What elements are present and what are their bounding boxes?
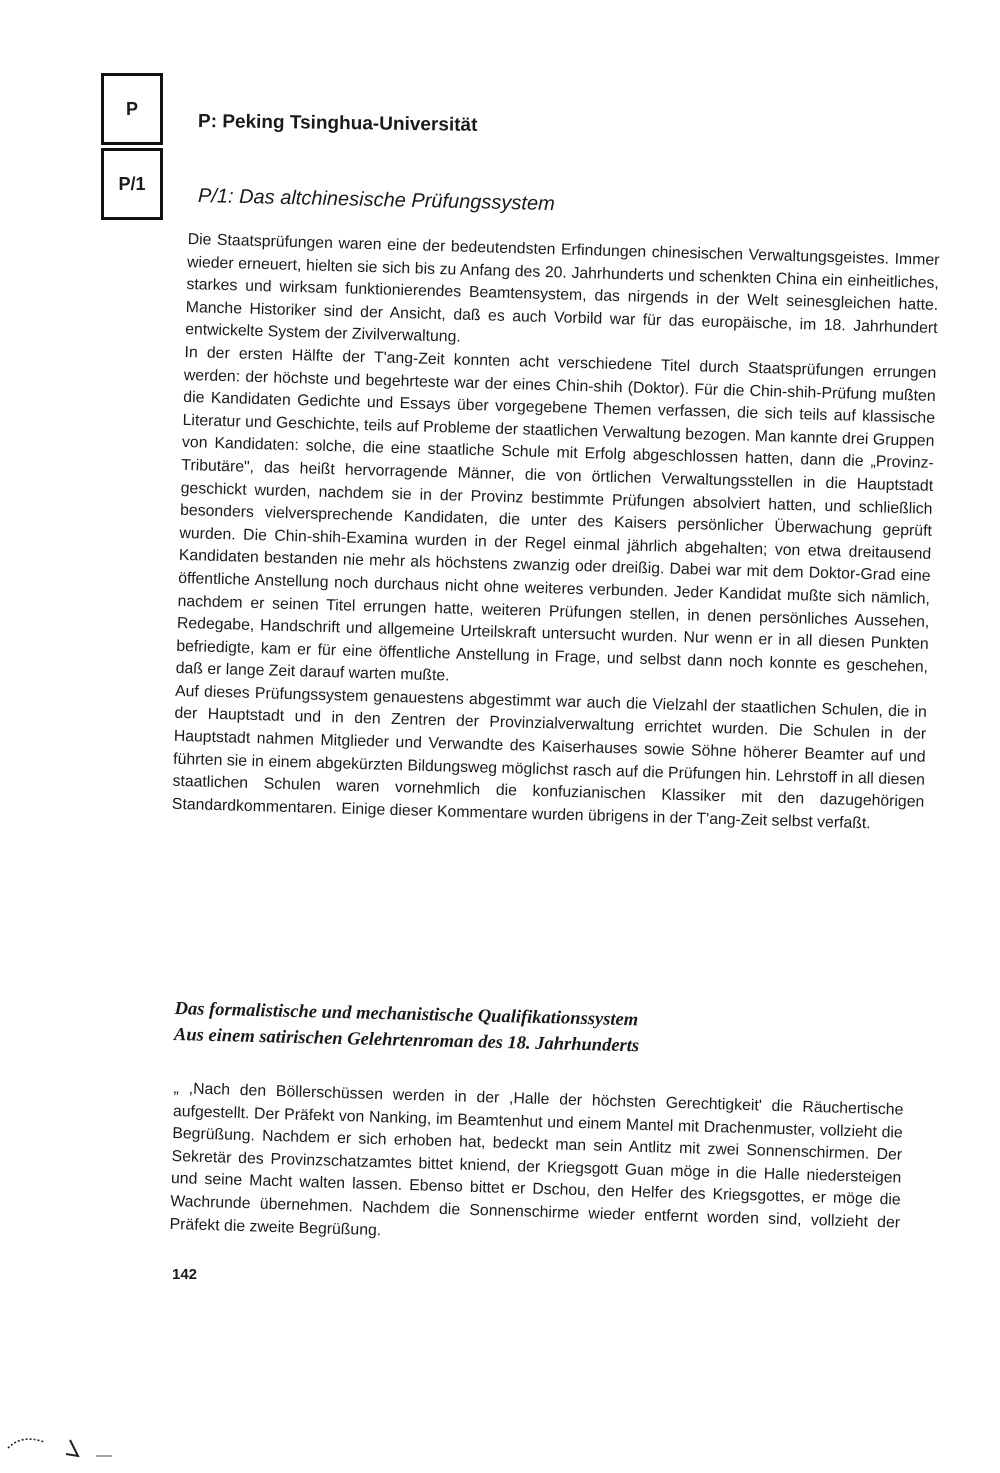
- quote-title: [174, 996, 895, 1066]
- paragraph-tang-exams: In der ersten Hälfte der T'ang-Zeit konnten acht verschiedene Titel durch Staatsprüfungen errungen werden: der höchste und begehrteste war der eines Chin-shih (Doktor). Für die Chin-shih-Prüfung mußten die Kandidaten Gedichte und Essays über vorgegebene Themen verfassen, die sich teils auf klassische Literatur und Geschichte, teils auf Probleme der staatlichen Verwaltung bezogen. Man kannte drei Gruppen von Kandidaten: solche, die eine staatliche Schule mit Erfolg abgeschlossen hatten, dann die „Provinz-Tributäre", das heißt hervorragende Männer, die von örtlichen Verwaltungsstellen in die Hauptstadt geschickt wurden, nachdem sie in der Provinz bestimmte Prüfungen absolviert hatten, und schließlich besonders vielversprechende Kandidaten, die unter des Kaisers persönlicher Überwachung geprüft wurden. Die Chin-shih-Examina wurden in der Regel einmal jährlich abgehalten; von etwa dreitausend Kandidaten bestanden nie mehr als höchstens zwanzig oder dreißig. Dabei war mit dem Doktor-Grad eine öffentliche Anstellung noch durchaus nicht ohne weiteres verbunden. Jeder Kandidat mußte sich nämlich, nachdem er seinen Titel errungen hatte, weiteren Prüfungen stellen, in denen persönliches Aussehen, Redegabe, Handschrift und allgemeine Urteilskraft untersucht wurden. Nur wenn er in all diesen Punkten befriedigte, kam er für eine öffentliche Anstellung in Frage, und selbst dann noch konnte es geschehen, daß er lange Zeit darauf warten mußte.: [175, 343, 937, 685]
- paragraph-intro: Die Staatsprüfungen waren eine der bedeutendsten Erfindungen chinesischen Verwaltungsgeistes. Immer wieder erneuert, hielten sie sich bis zu Anfang des 20. Jahrhunderts und schenkten China ein einheitliches, starkes und wirksam funktionierendes Beamtensystem, das nirgends in der Welt seinesgleichen hatte. Manche Historiker sind der Ansicht, daß es auch Vorbild war für das europäische, im 18. Jahrhundert entwickelte System der Zivilverwaltung.: [184, 230, 940, 347]
- quote-title-line-1: Das formalistische und mechanistische Qualifikationssystem: [174, 998, 639, 1031]
- section-heading-p: P: Peking Tsinghua-Universität: [197, 111, 478, 136]
- quote-body: [169, 1078, 903, 1258]
- scan-smudge-mark: [0, 1420, 130, 1470]
- page-number: 142: [172, 1266, 198, 1283]
- main-body-text: [172, 229, 940, 837]
- section-marker-p1: [101, 148, 163, 220]
- quote-title-line-2: Aus einem satirischen Gelehrtenroman des 18. Jahrhunderts: [173, 1024, 640, 1057]
- section-heading-p1: P/1: Das altchinesische Prüfungssystem: [197, 185, 555, 216]
- section-marker-p1-label: P/1: [118, 173, 146, 194]
- paragraph-schools: Auf dieses Prüfungssystem genauestens abgestimmt war auch die Vielzahl der staatlichen Schulen, die in der Hauptstadt und in den Zentren der Provinzialverwaltung errichtet wurden. Die Schulen in der Hauptstadt nahmen Mitglieder und Verwandte des Kaiserhauses sowie Söhne höherer Beamter auf und führten sie in einem abgekürzten Bildungsweg möglichst rasch auf die Prüfungen hin. Lehrstoff in all diesen staatlichen Schulen waren vornehmlich die konfuzianischen Klassiker mit den dazugehörigen Standardkommentaren. Einige dieser Kommentare wurden übrigens in der T'ang-Zeit selbst verfaßt.: [171, 682, 928, 833]
- quote-paragraph: „ ,Nach den Böllerschüssen werden in der ,Halle der höchsten Gerechtigkeit' die Räuchertische aufgestellt. Der Präfekt von Nanking, im Beamtenhut und einem Mantel mit Drachenmuster, vollzieht die Begrüßung. Nachdem er sich erhoben hat, bedeckt man sein Antlitz mit zwei Sonnenschirmen. Der Sekretär des Provinzschatzamtes bittet kniend, der Kriegsgott Guan möge in die Halle niedersteigen und seine Macht walten lassen. Ebenso bittet er Dschou, den Helfer des Kriegsgottes, er möge die Wachrunde übernehmen. Nachdem die Sonnenschirme wieder entfernt worden sind, vollzieht der Präfekt die zweite Begrüßung.: [169, 1079, 904, 1239]
- section-marker-p-label: P: [125, 98, 138, 119]
- section-marker-p: [101, 73, 163, 145]
